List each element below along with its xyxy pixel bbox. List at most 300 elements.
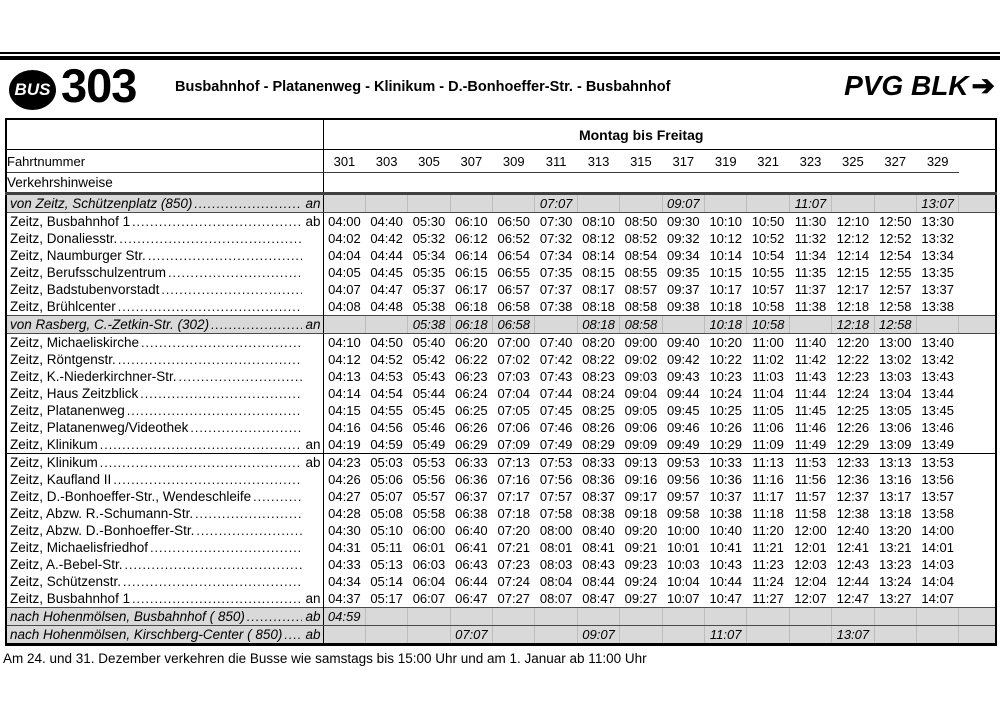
- station-name: Zeitz, A.-Bebel-Str.: [10, 557, 123, 572]
- station-name: Zeitz, Naumburger Str.: [10, 248, 146, 263]
- dot-leader: [196, 522, 301, 535]
- time-cell: 09:20: [624, 523, 658, 538]
- time-cell: 08:58: [620, 316, 662, 334]
- station-cell: [6, 573, 323, 590]
- time-cell: 06:17: [455, 282, 488, 297]
- time-cell: 11:38: [794, 299, 827, 314]
- time-cell: 07:05: [497, 403, 531, 418]
- time-cell: 10:29: [709, 437, 742, 452]
- time-cell: 05:32: [412, 231, 446, 246]
- station-name: Zeitz, D.-Bonhoeffer-Str., Wendeschleife: [10, 489, 252, 504]
- time-cell: 10:12: [709, 231, 742, 246]
- time-cell: 08:47: [582, 591, 615, 606]
- station-name: Zeitz, Klinikum: [10, 437, 98, 452]
- time-cell: 11:53: [789, 454, 831, 472]
- time-cell: [620, 608, 662, 626]
- time-cell: 12:22: [836, 352, 870, 367]
- time-cell: 13:20: [879, 523, 912, 538]
- time-cell: 09:58: [667, 506, 700, 521]
- time-cell: [408, 608, 450, 626]
- station-row: [6, 573, 996, 590]
- filler-cell: [959, 436, 996, 454]
- time-cell: [577, 194, 619, 213]
- time-cell: 04:54: [370, 386, 403, 401]
- station-name: Zeitz, Badstubenvorstadt: [10, 282, 160, 297]
- time-cell: [705, 608, 747, 626]
- station-cell: [6, 436, 323, 454]
- time-cell: 08:50: [624, 214, 658, 229]
- time-cell: 04:53: [370, 369, 403, 384]
- time-cell: 06:22: [455, 352, 488, 367]
- time-cell: 10:40: [709, 523, 742, 538]
- filler-cell: [959, 402, 996, 419]
- station-cell: [6, 608, 323, 626]
- filler-cell: [959, 522, 996, 539]
- notes-row: [6, 173, 996, 194]
- time-cell: 09:46: [667, 420, 700, 435]
- trip-number: 309: [493, 150, 535, 173]
- station-cell: [6, 334, 323, 352]
- time-cell: 05:30: [412, 214, 446, 229]
- filler-cell: [959, 316, 996, 334]
- time-cell: 13:05: [879, 403, 912, 418]
- time-cell: [874, 194, 916, 213]
- dot-leader: [253, 488, 301, 501]
- time-cell: 08:36: [582, 472, 615, 487]
- time-cell: 13:32: [921, 231, 954, 246]
- station-row: [6, 522, 996, 539]
- time-cell: 11:49: [794, 437, 827, 452]
- time-cell: 09:56: [667, 472, 700, 487]
- dot-leader: [161, 281, 301, 294]
- time-cell: 06:12: [455, 231, 488, 246]
- time-cell: 12:12: [836, 231, 870, 246]
- time-cell: 10:01: [667, 540, 700, 555]
- time-cell: 05:37: [412, 282, 446, 297]
- time-cell: 12:52: [879, 231, 912, 246]
- time-cell: 08:52: [624, 231, 658, 246]
- time-cell: 08:18: [582, 299, 615, 314]
- arrival-departure-marker: ab: [305, 455, 321, 470]
- time-cell: 11:44: [794, 386, 827, 401]
- station-cell: [6, 351, 323, 368]
- time-cell: 10:03: [667, 557, 700, 572]
- time-cell: 04:14: [328, 386, 361, 401]
- time-cell: 11:21: [752, 540, 784, 555]
- time-cell: 08:01: [539, 540, 573, 555]
- time-cell: 06:58: [493, 316, 535, 334]
- time-cell: 08:10: [582, 214, 615, 229]
- time-cell: 08:22: [582, 352, 615, 367]
- filler-cell: [959, 368, 996, 385]
- time-cell: 13:35: [921, 265, 954, 280]
- time-cell: 04:15: [328, 403, 361, 418]
- time-cell: 05:10: [370, 523, 403, 538]
- time-cell: 04:55: [370, 403, 403, 418]
- time-cell: 06:14: [455, 248, 488, 263]
- station-cell: [6, 539, 323, 556]
- station-row: [6, 194, 996, 213]
- time-cell: 07:30: [539, 214, 573, 229]
- time-cell: 13:13: [874, 454, 916, 472]
- time-cell: 04:00: [328, 214, 361, 229]
- time-cell: [323, 194, 365, 213]
- time-cell: 12:47: [836, 591, 870, 606]
- time-cell: 11:45: [794, 403, 827, 418]
- filler-cell: [959, 230, 996, 247]
- filler-cell: [959, 281, 996, 298]
- time-cell: [323, 316, 365, 334]
- time-cell: 12:20: [836, 335, 870, 350]
- time-cell: 11:35: [794, 265, 827, 280]
- time-cell: 06:58: [497, 299, 531, 314]
- time-cell: [916, 316, 958, 334]
- time-cell: 05:11: [370, 540, 403, 555]
- dot-leader: [132, 590, 301, 603]
- time-cell: 09:09: [624, 437, 658, 452]
- station-name: Zeitz, Michaeliskirche: [10, 335, 140, 350]
- time-cell: 09:27: [624, 591, 658, 606]
- time-cell: 10:37: [709, 489, 742, 504]
- trip-number: 307: [450, 150, 492, 173]
- time-cell: 13:07: [916, 194, 958, 213]
- time-cell: [747, 608, 789, 626]
- station-row: [6, 368, 996, 385]
- empty-corner-cell: [6, 119, 323, 150]
- time-cell: 09:40: [667, 335, 700, 350]
- time-cell: 05:44: [412, 386, 446, 401]
- time-cell: 10:23: [709, 369, 742, 384]
- trip-number: 311: [535, 150, 577, 173]
- time-cell: 06:07: [412, 591, 446, 606]
- time-cell: 13:18: [879, 506, 912, 521]
- dot-leader: [211, 316, 301, 329]
- trip-number: 329: [916, 150, 958, 173]
- time-cell: 07:00: [497, 335, 531, 350]
- time-cell: 08:07: [539, 591, 573, 606]
- station-name: nach Hohenmölsen, Busbahnhof ( 850): [10, 609, 245, 624]
- dot-leader: [194, 195, 301, 208]
- time-cell: 09:23: [624, 557, 658, 572]
- dot-leader: [140, 385, 301, 398]
- time-cell: 12:44: [836, 574, 870, 589]
- time-cell: 09:34: [667, 248, 700, 263]
- time-cell: 11:23: [752, 557, 784, 572]
- time-cell: 05:57: [412, 489, 446, 504]
- time-cell: [789, 608, 831, 626]
- time-cell: 11:04: [752, 386, 784, 401]
- station-row: [6, 419, 996, 436]
- bus-logo-icon: [9, 70, 56, 110]
- time-cell: 11:03: [752, 369, 784, 384]
- time-cell: 05:49: [412, 437, 446, 452]
- station-row: [6, 316, 996, 334]
- arrival-departure-marker: an: [305, 196, 321, 211]
- time-cell: 05:38: [408, 316, 450, 334]
- filler-cell: [959, 488, 996, 505]
- day-header-row: [6, 119, 996, 150]
- station-name: Zeitz, Klinikum: [10, 455, 98, 470]
- time-cell: 13:53: [916, 454, 958, 472]
- time-cell: [535, 316, 577, 334]
- time-cell: 06:18: [450, 316, 492, 334]
- time-cell: 06:04: [412, 574, 446, 589]
- time-cell: 10:50: [751, 214, 785, 229]
- time-cell: [832, 194, 874, 213]
- station-cell: [6, 402, 323, 419]
- time-cell: 04:19: [328, 437, 361, 452]
- footnote: Am 24. und 31. Dezember verkehren die Busse wie samstags bis 15:00 Uhr und am 1. Januar ab 11:00 Uhr: [3, 651, 647, 666]
- time-cell: 05:03: [365, 454, 407, 472]
- trip-number: 317: [662, 150, 704, 173]
- operator-name: PVG BLK: [844, 70, 969, 101]
- time-cell: 06:47: [455, 591, 488, 606]
- time-cell: 04:28: [328, 506, 361, 521]
- filler-cell: [959, 454, 996, 472]
- station-cell: [6, 298, 323, 316]
- time-cell: 12:29: [836, 437, 870, 452]
- time-cell: 08:14: [582, 248, 615, 263]
- time-cell: [874, 608, 916, 626]
- filler-cell: [959, 556, 996, 573]
- time-cell: 11:16: [752, 472, 784, 487]
- dot-leader: [100, 436, 302, 449]
- time-cell: 13:44: [921, 386, 954, 401]
- time-cell: 05:45: [412, 403, 446, 418]
- station-row: [6, 436, 996, 454]
- time-cell: 12:00: [794, 523, 827, 538]
- time-cell: 04:48: [370, 299, 403, 314]
- trip-number: 305: [408, 150, 450, 173]
- time-cell: 09:35: [667, 265, 700, 280]
- time-cell: 04:50: [370, 335, 403, 350]
- top-rule-thick-line: [0, 56, 1000, 60]
- time-cell: 12:23: [836, 369, 870, 384]
- time-cell: 05:43: [412, 369, 446, 384]
- time-cell: 04:10: [328, 335, 361, 350]
- time-cell: 11:07: [705, 626, 747, 645]
- filler-cell: [959, 351, 996, 368]
- station-cell: [6, 471, 323, 488]
- time-cell: 11:07: [789, 194, 831, 213]
- dot-leader: [118, 298, 302, 311]
- time-cell: 09:24: [624, 574, 658, 589]
- station-row: [6, 230, 996, 247]
- time-cell: 05:56: [412, 472, 446, 487]
- trip-row-label: Fahrtnummer: [6, 150, 323, 173]
- time-cell: 09:07: [662, 194, 704, 213]
- time-cell: 11:32: [794, 231, 827, 246]
- time-cell: 13:16: [879, 472, 912, 487]
- arrival-departure-marker: an: [305, 591, 321, 606]
- trip-number-row: [6, 150, 996, 173]
- time-cell: 13:43: [921, 369, 954, 384]
- time-cell: 11:17: [752, 489, 784, 504]
- time-cell: 13:02: [879, 352, 912, 367]
- bus-logo-text: BUS: [14, 80, 51, 99]
- time-cell: 10:17: [709, 282, 742, 297]
- filler-cell: [959, 419, 996, 436]
- time-cell: 11:24: [752, 574, 784, 589]
- time-cell: 08:43: [582, 557, 615, 572]
- time-cell: 07:02: [497, 352, 531, 367]
- station-cell: [6, 264, 323, 281]
- time-cell: 10:25: [709, 403, 742, 418]
- filler-cell: [959, 194, 996, 213]
- time-cell: 10:15: [709, 265, 742, 280]
- station-name: Zeitz, K.-Niederkirchner-Str.: [10, 369, 177, 384]
- time-cell: 08:44: [582, 574, 615, 589]
- time-cell: 04:16: [328, 420, 361, 435]
- time-cell: 06:01: [412, 540, 446, 555]
- station-name: Zeitz, Schützenstr.: [10, 574, 122, 589]
- station-cell: [6, 454, 323, 472]
- time-cell: 10:47: [709, 591, 742, 606]
- filler-cell: [959, 247, 996, 264]
- time-cell: 07:43: [539, 369, 573, 384]
- time-cell: 08:15: [582, 265, 615, 280]
- dot-leader: [247, 608, 302, 621]
- time-cell: 07:34: [539, 248, 573, 263]
- dot-leader: [190, 419, 301, 432]
- station-cell: [6, 230, 323, 247]
- station-row: [6, 505, 996, 522]
- trip-number: 315: [620, 150, 662, 173]
- time-cell: [747, 626, 789, 645]
- filler-cell: [959, 539, 996, 556]
- time-cell: 08:25: [582, 403, 615, 418]
- time-cell: 10:52: [751, 231, 785, 246]
- time-cell: 09:06: [624, 420, 658, 435]
- time-cell: 05:07: [370, 489, 403, 504]
- time-cell: [450, 608, 492, 626]
- station-cell: [6, 556, 323, 573]
- time-cell: 13:34: [921, 248, 954, 263]
- time-cell: 12:58: [874, 316, 916, 334]
- time-cell: [662, 626, 704, 645]
- time-cell: 06:18: [455, 299, 488, 314]
- station-row: [6, 471, 996, 488]
- time-cell: 08:20: [582, 335, 615, 350]
- time-cell: 07:42: [539, 352, 573, 367]
- time-cell: 08:00: [539, 523, 573, 538]
- time-cell: 12:36: [836, 472, 870, 487]
- station-cell: [6, 194, 323, 213]
- time-cell: 12:03: [794, 557, 827, 572]
- time-cell: 05:34: [412, 248, 446, 263]
- time-cell: 09:13: [620, 454, 662, 472]
- time-cell: 07:37: [539, 282, 573, 297]
- dot-leader: [100, 454, 302, 467]
- time-cell: 08:23: [582, 369, 615, 384]
- time-cell: 12:18: [836, 299, 870, 314]
- time-cell: 04:05: [328, 265, 361, 280]
- filler-cell: [959, 471, 996, 488]
- time-cell: 07:49: [539, 437, 573, 452]
- time-cell: 12:14: [836, 248, 870, 263]
- filler-cell: [959, 150, 996, 173]
- station-row: [6, 608, 996, 626]
- time-cell: 12:01: [794, 540, 827, 555]
- station-name: von Rasberg, C.-Zetkin-Str. (302): [10, 317, 210, 332]
- time-cell: [408, 626, 450, 645]
- station-name: Zeitz, Platanenweg: [10, 403, 125, 418]
- arrival-departure-marker: ab: [305, 609, 321, 624]
- time-cell: 08:26: [582, 420, 615, 435]
- dot-leader: [148, 247, 302, 260]
- dot-leader: [119, 230, 301, 243]
- time-cell: 10:58: [747, 316, 789, 334]
- time-cell: 06:52: [497, 231, 531, 246]
- time-cell: 07:44: [539, 386, 573, 401]
- time-cell: 09:05: [624, 403, 658, 418]
- time-cell: 11:18: [752, 506, 784, 521]
- time-cell: 13:23: [879, 557, 912, 572]
- notes-cells: [323, 173, 959, 194]
- time-cell: 04:31: [328, 540, 361, 555]
- time-cell: 06:00: [412, 523, 446, 538]
- time-cell: 13:04: [879, 386, 912, 401]
- time-cell: 13:21: [879, 540, 912, 555]
- time-cell: 07:21: [497, 540, 531, 555]
- time-cell: 10:18: [705, 316, 747, 334]
- time-cell: 13:24: [879, 574, 912, 589]
- time-cell: 06:57: [497, 282, 531, 297]
- arrival-departure-marker: ab: [305, 627, 321, 642]
- time-cell: 08:57: [624, 282, 658, 297]
- time-cell: 05:35: [412, 265, 446, 280]
- timetable: [5, 118, 997, 646]
- operator-logo: [844, 69, 995, 102]
- time-cell: 07:07: [450, 626, 492, 645]
- filler-cell: [959, 626, 996, 645]
- time-cell: 04:37: [328, 591, 361, 606]
- time-cell: [789, 626, 831, 645]
- trip-number: 303: [365, 150, 407, 173]
- time-cell: 12:24: [836, 386, 870, 401]
- filler-cell: [959, 590, 996, 608]
- time-cell: 07:40: [539, 335, 573, 350]
- time-cell: 10:38: [709, 506, 742, 521]
- time-cell: 04:30: [328, 523, 361, 538]
- station-row: [6, 488, 996, 505]
- dot-leader: [132, 213, 301, 226]
- station-cell: [6, 368, 323, 385]
- time-cell: 06:03: [412, 557, 446, 572]
- time-cell: 06:29: [455, 437, 488, 452]
- time-cell: 11:20: [752, 523, 784, 538]
- trip-number: 327: [874, 150, 916, 173]
- time-cell: [408, 194, 450, 213]
- time-cell: 06:10: [455, 214, 488, 229]
- station-row: [6, 590, 996, 608]
- time-cell: 11:46: [794, 420, 827, 435]
- time-cell: 04:52: [370, 352, 403, 367]
- dot-leader: [125, 556, 302, 569]
- time-cell: 05:17: [370, 591, 403, 606]
- filler-cell: [959, 173, 996, 194]
- time-cell: 10:55: [751, 265, 785, 280]
- time-cell: 10:14: [709, 248, 742, 263]
- time-cell: 11:13: [747, 454, 789, 472]
- time-cell: [789, 316, 831, 334]
- time-cell: 13:30: [921, 214, 954, 229]
- time-cell: 04:34: [328, 574, 361, 589]
- time-cell: 13:42: [921, 352, 954, 367]
- station-name: nach Hohenmölsen, Kirschberg-Center ( 850): [10, 627, 283, 642]
- station-cell: [6, 316, 323, 334]
- arrival-departure-marker: an: [305, 437, 321, 452]
